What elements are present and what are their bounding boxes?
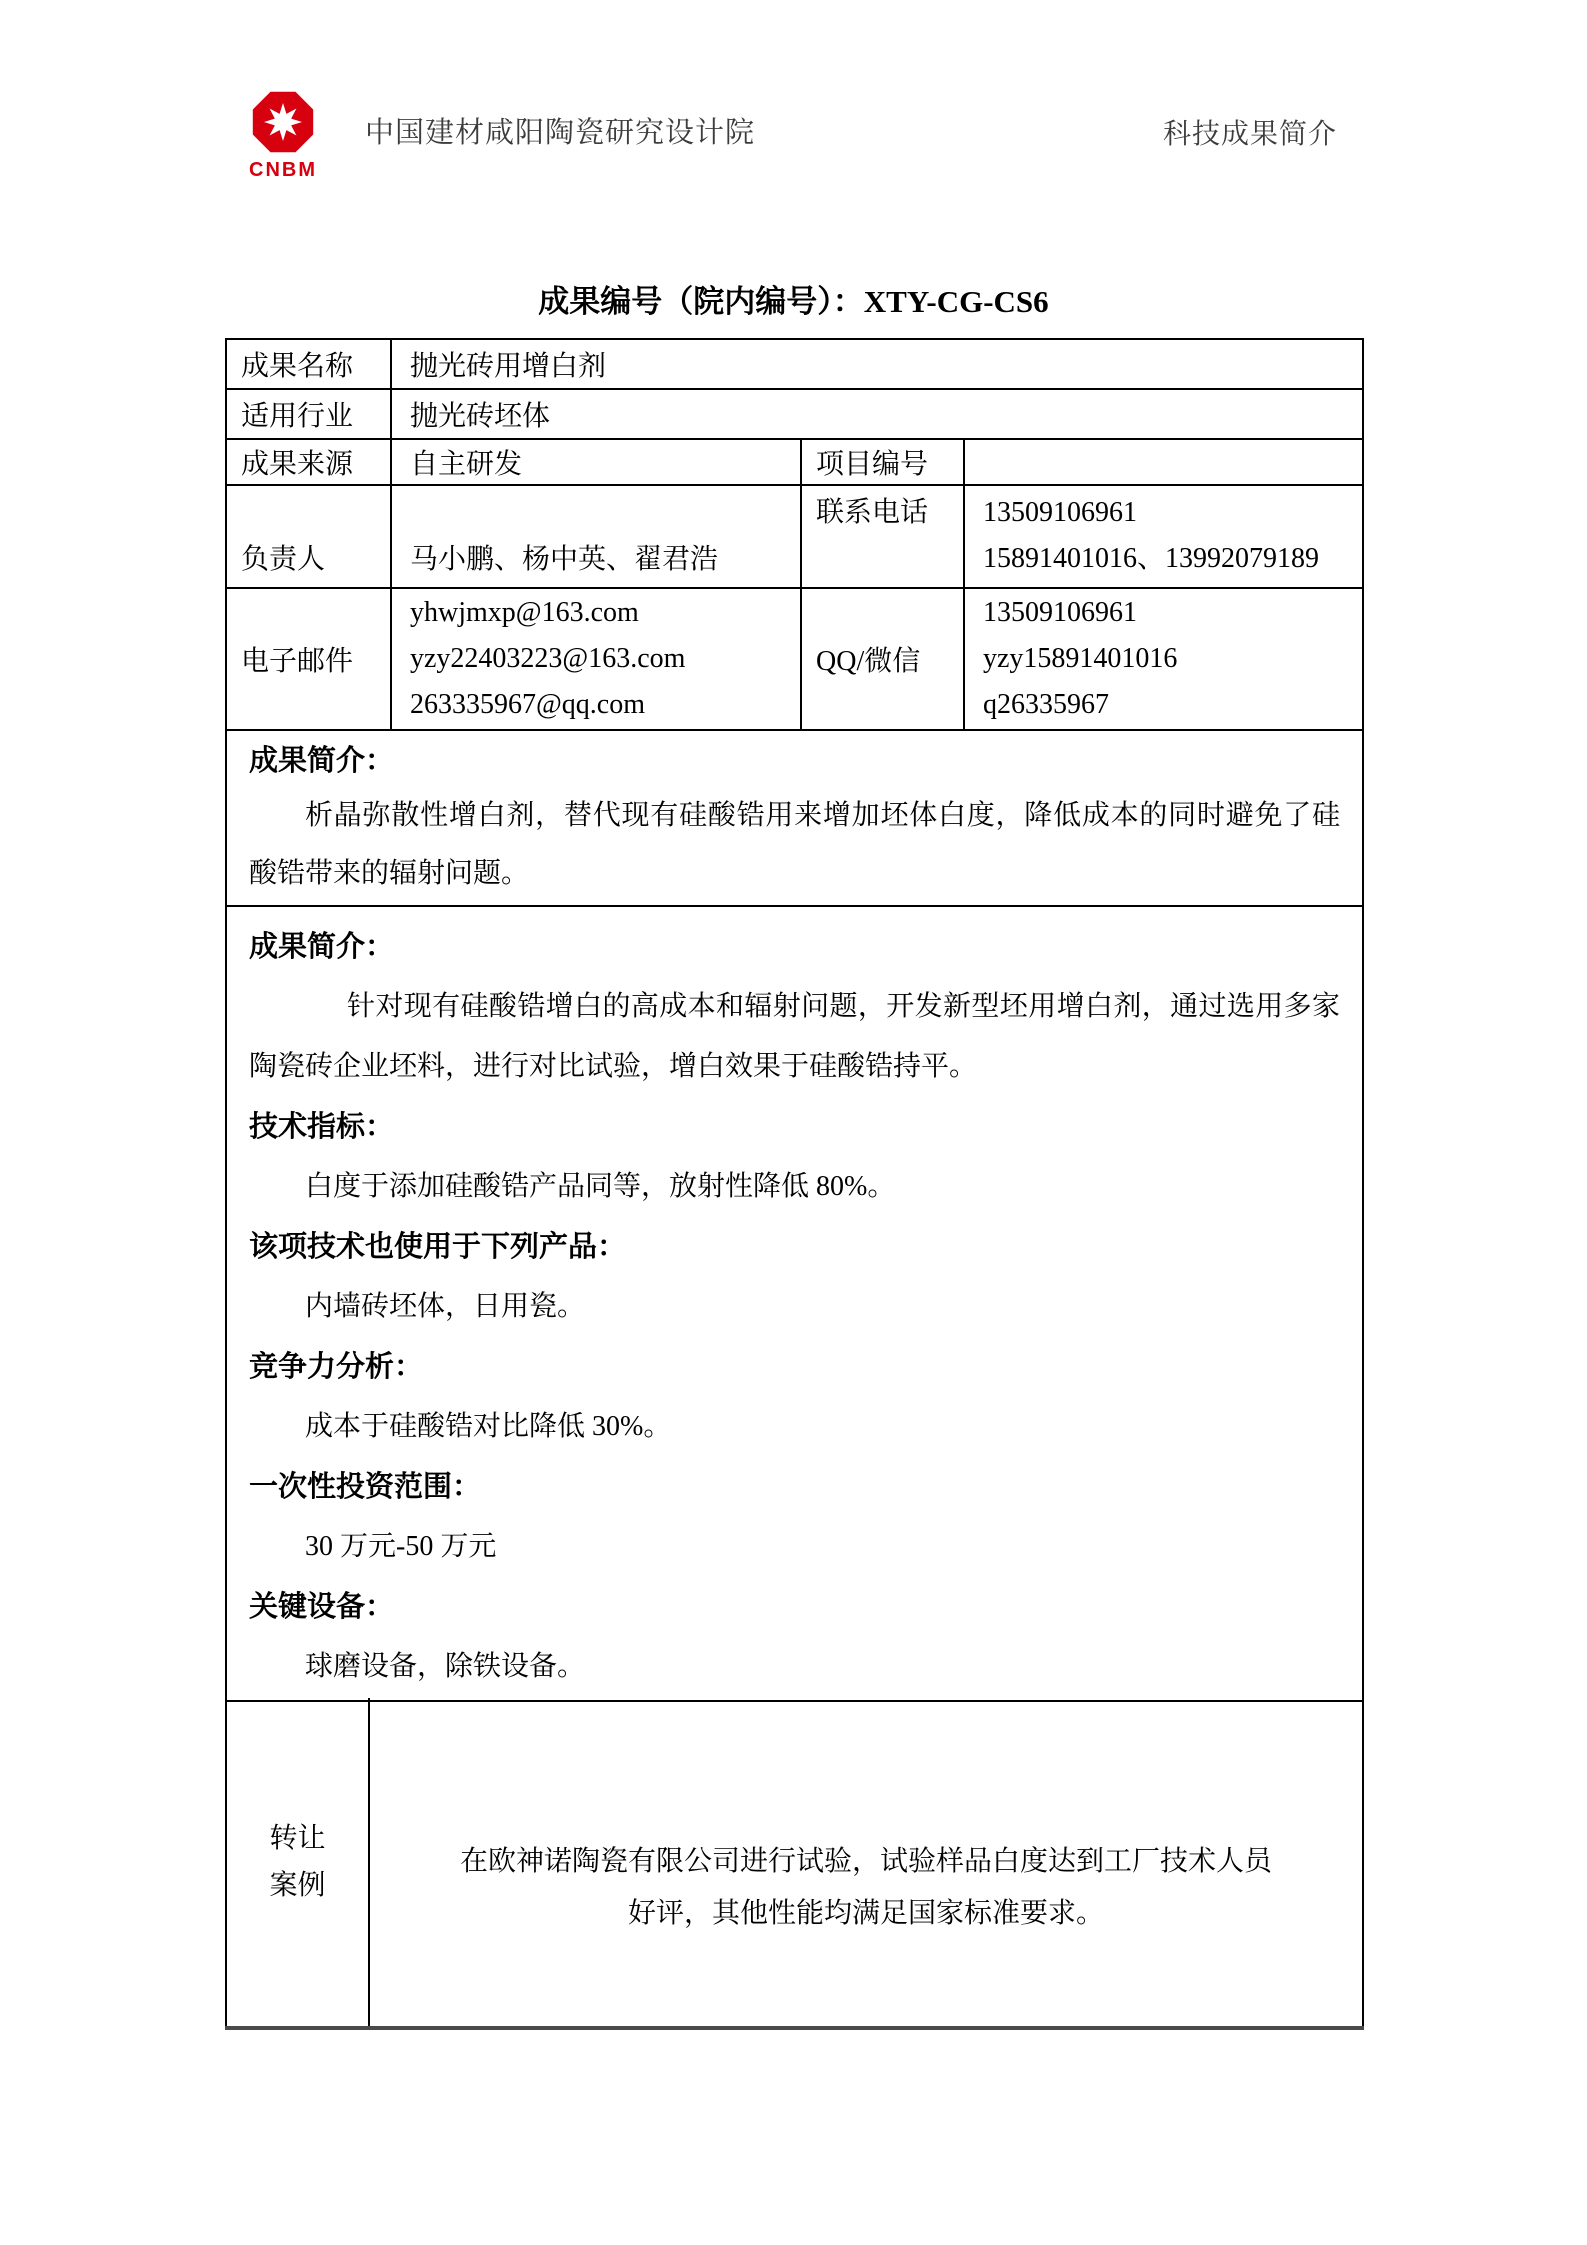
section-heading: 成果简介：	[249, 931, 395, 963]
cnbm-octagon-star-icon	[249, 88, 317, 156]
cell-line: yzy15891401016	[983, 643, 1178, 674]
cell-line: 15891401016、13992079189	[983, 543, 1320, 574]
cell-line: yhwjmxp@163.com	[410, 597, 639, 628]
section-paragraph: 球磨设备，除铁设备。	[305, 1651, 586, 1682]
org-name: 中国建材咸阳陶瓷研究设计院	[365, 117, 756, 149]
section-paragraph: 30 万元-50 万元	[305, 1531, 497, 1562]
row-value	[964, 588, 1363, 730]
section-details	[226, 906, 1363, 1701]
section-heading: 竞争力分析：	[249, 1351, 424, 1383]
section-heading: 技术指标：	[249, 1111, 395, 1143]
row-value	[964, 439, 1363, 485]
row-value: 马小鹏、杨中英、翟君浩	[391, 485, 801, 588]
row-label: 电子邮件	[226, 588, 391, 730]
cell-line: yzy22403223@163.com	[410, 643, 686, 674]
cell-line: 13509106961	[983, 597, 1137, 628]
section-summary-1	[226, 730, 1363, 906]
page-title: 成果编号（院内编号）：XTY-CG-CS6	[538, 284, 1049, 319]
transfer-label	[226, 1698, 369, 2028]
table-row	[226, 339, 1363, 389]
cell-line: 转让	[269, 1823, 326, 1854]
cell-line: 13509106961	[983, 497, 1137, 528]
row-value: 抛光砖用增白剂	[391, 339, 1363, 389]
section-heading: 关键设备：	[249, 1591, 395, 1623]
cnbm-logo	[238, 88, 328, 182]
row-label: 项目编号	[801, 439, 964, 485]
section-paragraph: 针对现有硅酸锆增白的高成本和辐射问题，开发新型坯用增白剂，通过选用多家陶瓷砖企业坯料，进行对比试验，增白效果于硅酸锆持平。	[249, 991, 1341, 1082]
row-value: 抛光砖坯体	[391, 389, 1363, 439]
cnbm-logo-text: CNBM	[249, 159, 317, 181]
row-label: 负责人	[226, 485, 391, 588]
table-row	[226, 730, 1363, 906]
row-label: 成果名称	[226, 339, 391, 389]
table-row	[226, 439, 1363, 485]
table-row	[226, 588, 1363, 730]
section-paragraph: 成本于硅酸锆对比降低 30%。	[305, 1411, 672, 1442]
section-paragraph: 白度于添加硅酸锆产品同等，放射性降低 80%。	[305, 1171, 896, 1202]
section-paragraph: 内墙砖坯体，日用瓷。	[305, 1291, 586, 1322]
table-row	[226, 389, 1363, 439]
doc-type-label: 科技成果简介	[1163, 118, 1338, 149]
section-heading: 一次性投资范围：	[249, 1471, 482, 1503]
info-table	[225, 338, 1364, 1702]
cell-line: 263335967@qq.com	[410, 689, 645, 720]
cell-line: 案例	[269, 1870, 326, 1901]
cell-line: 联系电话	[816, 497, 929, 528]
row-label: 适用行业	[226, 389, 391, 439]
table-row	[226, 906, 1363, 1701]
transfer-paragraph: 在欧神诺陶瓷有限公司进行试验，试验样品白度达到工厂技术人员好评，其他性能均满足国家标准要求。	[460, 1846, 1273, 1929]
transfer-content	[369, 1698, 1363, 2028]
row-label: QQ/微信	[801, 588, 964, 730]
row-label: 成果来源	[226, 439, 391, 485]
table-row	[226, 485, 1363, 588]
section-paragraph: 析晶弥散性增白剂，替代现有硅酸锆用来增加坯体白度，降低成本的同时避免了硅酸锆带来的辐射问题。	[249, 800, 1341, 889]
row-value	[964, 485, 1363, 588]
section-heading: 成果简介：	[249, 745, 395, 777]
row-value: 自主研发	[391, 439, 801, 485]
row-value	[391, 588, 801, 730]
transfer-table	[225, 1698, 1364, 2030]
table-row	[226, 1698, 1363, 2028]
section-heading: 该项技术也使用于下列产品：	[249, 1231, 627, 1263]
cell-line: q26335967	[983, 689, 1109, 720]
row-label	[801, 485, 964, 588]
